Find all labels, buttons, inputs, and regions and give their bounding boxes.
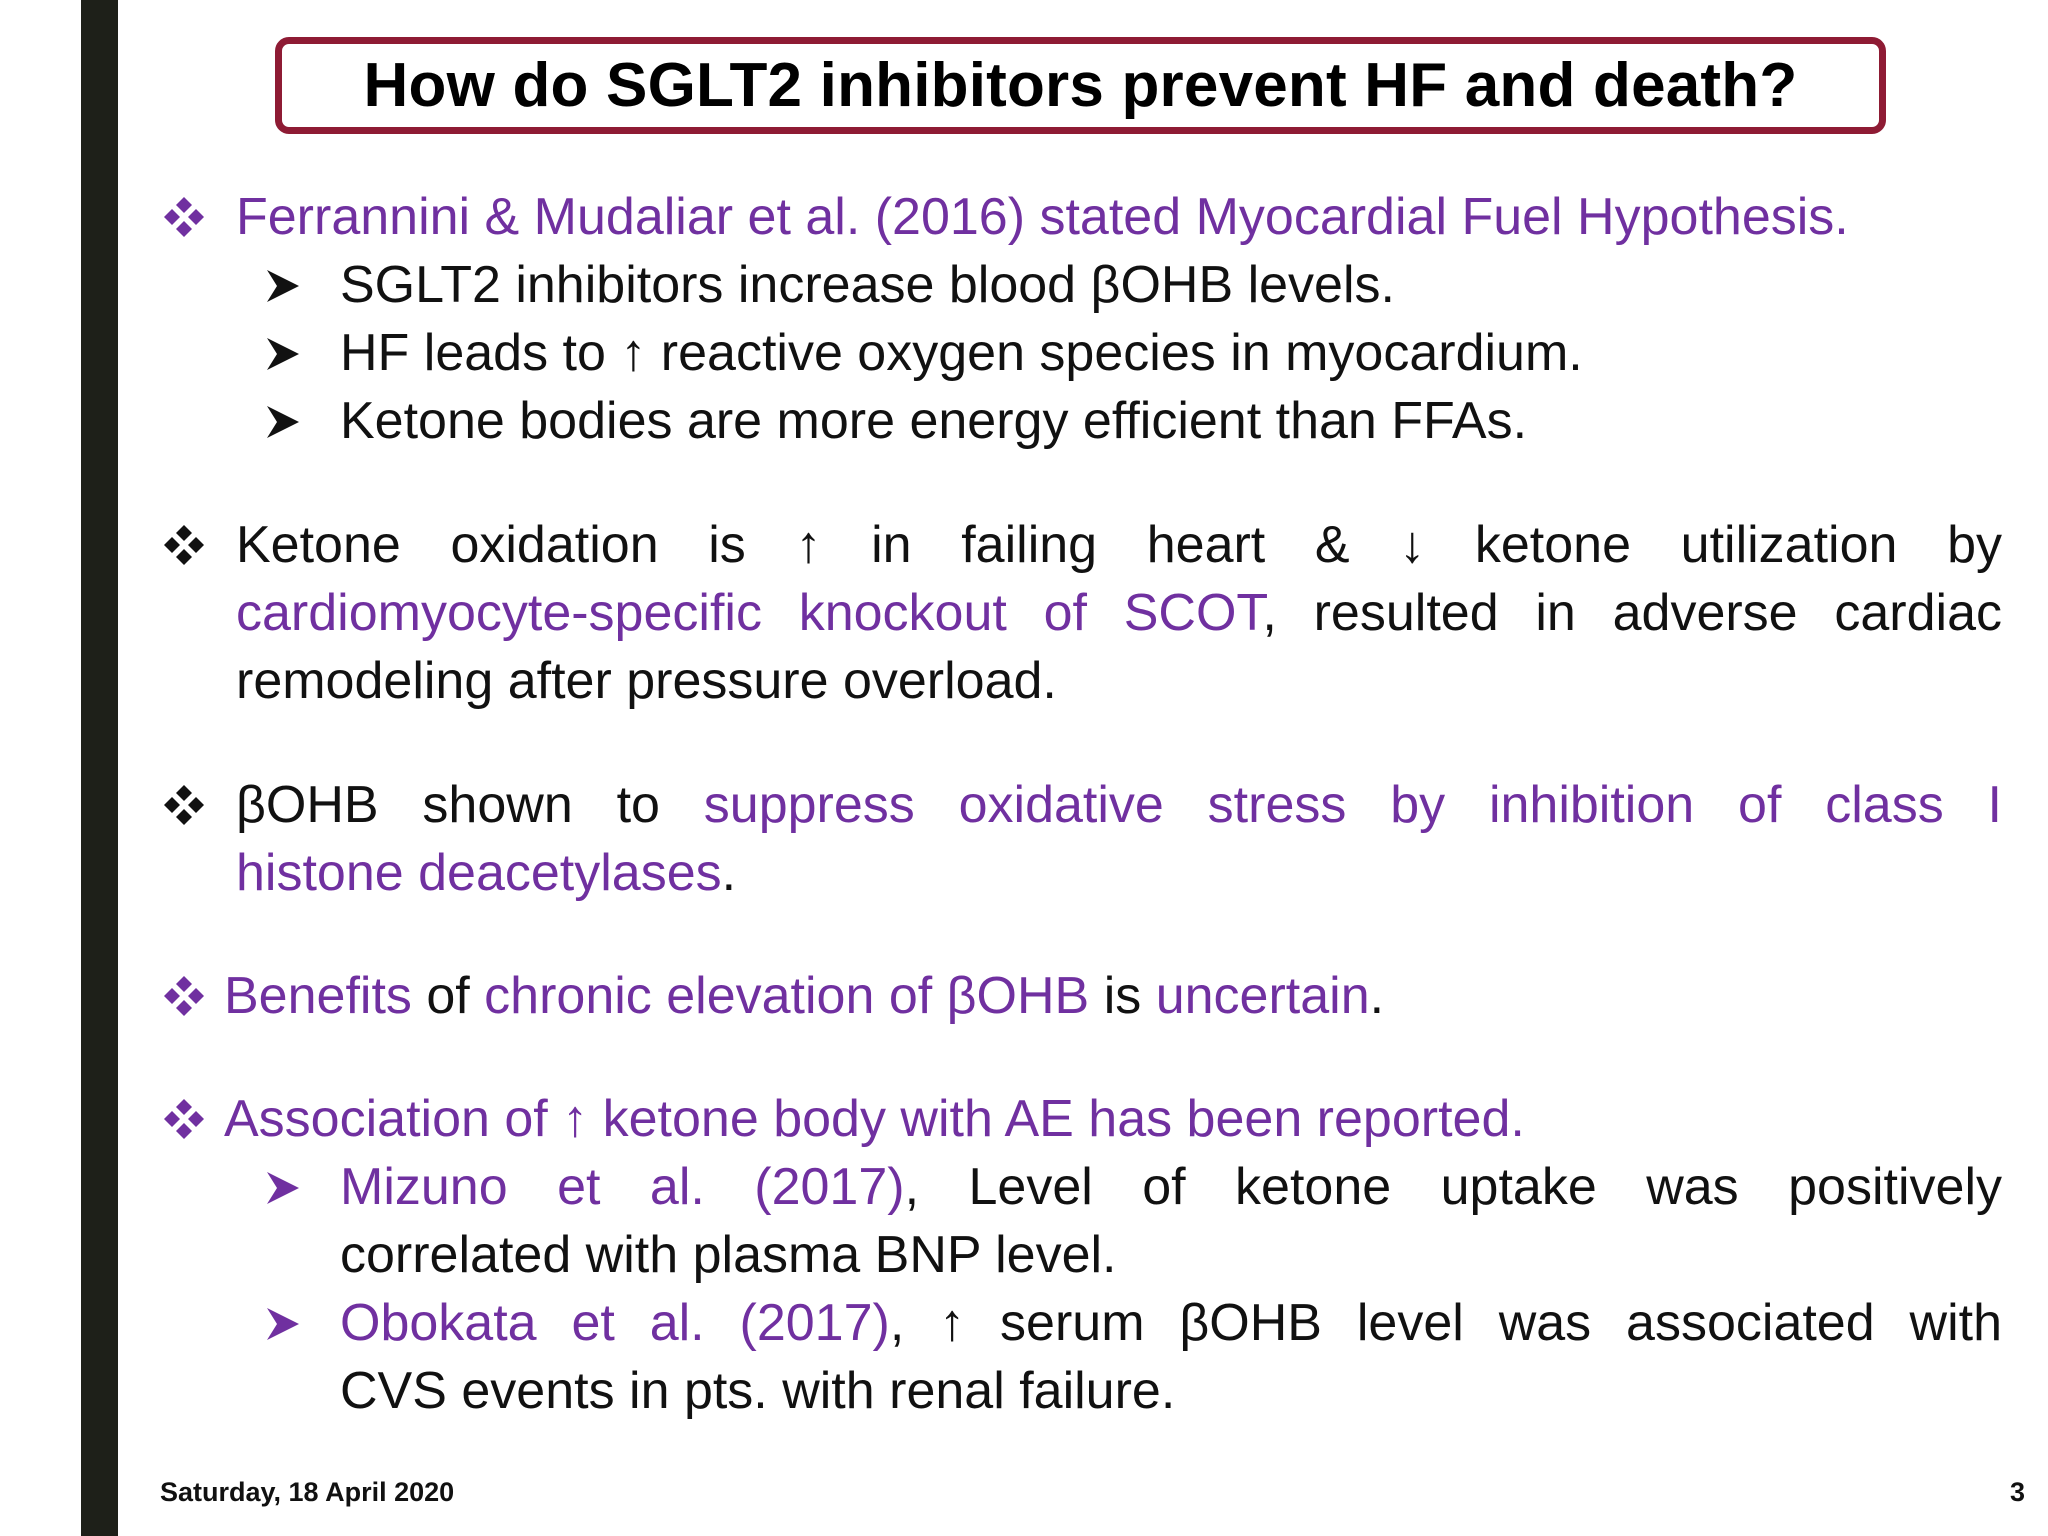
footer-date: Saturday, 18 April 2020 xyxy=(160,1477,455,1507)
bullet-5-sub-2-line-1 xyxy=(340,1289,2002,1357)
bullet-2-line-3: remodeling after pressure overload. xyxy=(236,652,1057,710)
of-text: of xyxy=(411,967,485,1025)
bullet-1-text: Ferrannini & Mudaliar et al. (2016) stated Myocardial Fuel Hypothesis. xyxy=(236,188,1849,246)
bullet-1-sub-3: Ketone bodies are more energy efficient than FFAs. xyxy=(340,392,1528,450)
adverse-remodeling-text: , resulted in adverse cardiac xyxy=(1262,584,2002,642)
diamond-bullet-icon xyxy=(162,523,206,567)
arrow-bullet-icon xyxy=(263,1304,303,1344)
bullet-3-line-2 xyxy=(236,839,736,907)
bullet-3-line-1 xyxy=(236,771,2002,839)
bullet-5-text: Association of ↑ ketone body with AE has been reported. xyxy=(224,1090,1525,1148)
bullet-5-sub-1-line-2: correlated with plasma BNP level. xyxy=(340,1226,1117,1284)
histone-deacetylases-text: histone deacetylases xyxy=(236,844,722,902)
bullet-2-line-2 xyxy=(236,579,2002,647)
diamond-bullet-icon xyxy=(162,195,206,239)
bullet-1-sub-1: SGLT2 inhibitors increase blood βOHB levels. xyxy=(340,256,1395,314)
bullet-4-text xyxy=(224,962,1384,1030)
diamond-bullet-icon xyxy=(162,783,206,827)
uncertain-text: uncertain xyxy=(1155,967,1370,1025)
is-text: is xyxy=(1089,967,1156,1025)
bullet-5-sub-1-line-1 xyxy=(340,1153,2002,1221)
bullet-5-sub-2-line-2: CVS events in pts. with renal failure. xyxy=(340,1362,1176,1420)
suppress-oxidative-stress-text: suppress oxidative stress by inhibition of class I xyxy=(703,776,2002,834)
arrow-bullet-icon xyxy=(263,1168,303,1208)
arrow-bullet-icon xyxy=(263,334,303,374)
period-text: . xyxy=(721,844,737,902)
ketone-uptake-text: , Level of ketone uptake was positively xyxy=(904,1158,2002,1216)
bullet-1-sub-2: HF leads to ↑ reactive oxygen species in myocardium. xyxy=(340,324,1583,382)
slide-title: How do SGLT2 inhibitors prevent HF and death? xyxy=(363,51,1798,120)
bohb-shown-text: βOHB shown to xyxy=(236,776,704,834)
page-number: 3 xyxy=(2010,1477,2026,1507)
period-text: . xyxy=(1369,967,1385,1025)
serum-bohb-text: , ↑ serum βOHB level was associated with xyxy=(889,1294,2003,1352)
diamond-bullet-icon xyxy=(162,1097,206,1141)
chronic-elevation-text: chronic elevation of βOHB xyxy=(484,967,1090,1025)
obokata-citation: Obokata et al. (2017) xyxy=(340,1294,890,1352)
mizuno-citation: Mizuno et al. (2017) xyxy=(340,1158,905,1216)
bullet-2-line-1: Ketone oxidation is ↑ in failing heart & ↓ ketone utilization by xyxy=(236,516,2002,574)
arrow-bullet-icon xyxy=(263,266,303,306)
scot-knockout-text: cardiomyocyte-specific knockout of SCOT xyxy=(236,584,1263,642)
diamond-bullet-icon xyxy=(162,974,206,1018)
benefits-text: Benefits xyxy=(224,967,412,1025)
arrow-bullet-icon xyxy=(263,402,303,442)
